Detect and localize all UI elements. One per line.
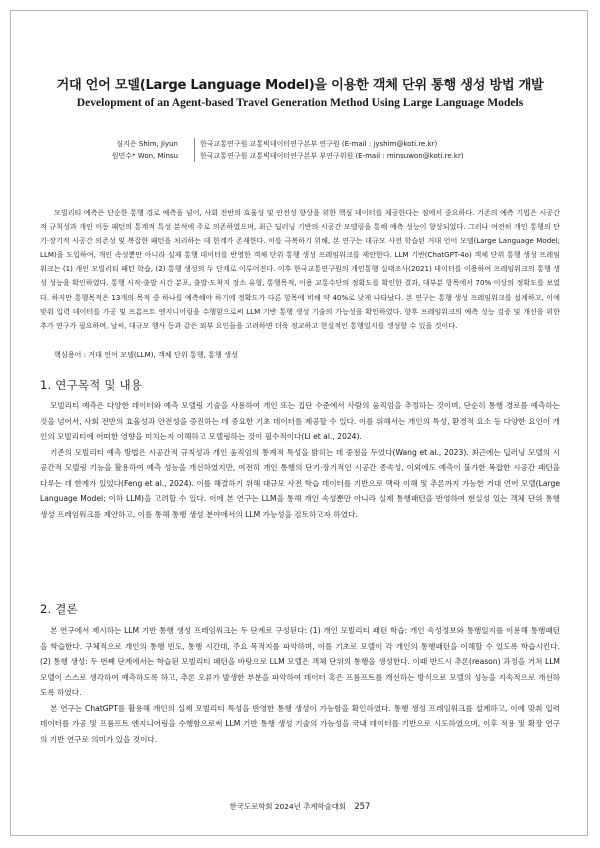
page-number: 257 <box>354 801 371 811</box>
author-name: 원민수* Won, Minsu <box>111 152 178 160</box>
section-heading-1: 1. 연구목적 및 내용 <box>40 378 143 392</box>
paper-title-english: Development of an Agent-based Travel Generation Method Using Large Language Models <box>76 96 524 109</box>
author-affiliation: 한국교통연구원 교통빅데이터연구본부 연구원 (E-mail : jyshim@koti.re.kr) <box>200 140 438 148</box>
conference-name: 한국도로학회 2024년 추계학술대회 <box>229 802 346 811</box>
paragraph: 기존의 모빌리티 예측 방법은 시공간적 규칙성과 개인 움직임의 통계적 특성을 밝히는 데 중점을 두었다(Wang et al., 2023). 최근에는 딥러닝 모델의 시공간적 모델링 기능을 활용하여 예측 성능을 개선하였지만, 여전히 개인 통행의 단기·장기적인 시공간 종속성, 이외에도 예측이 불가한 복잡한 시공간 패턴을 다루는 데 한계가 있었다(Feng et al., 2024). 이를 해결하기 위해 대규모 사전 학습 데이터를 기반으로 맥락 이해 및 추론까지 가능한 거대 언어 모델(Large Language Model; 이하 LLM)을 고려할 수 있다. 이에 본 연구는 LLM을 통해 개인 속성뿐만 아니라 실제 통행패턴을 반영하여 현실성 있는 객체 단위 통행 생성 프레임워크를 제안하고, 이를 통해 통행 생성 분야에서의 LLM 가능성을 검토하고자 하였다. <box>40 447 560 519</box>
author-name: 심지은 Shim, Jiyun <box>116 140 178 148</box>
page-footer <box>0 801 600 812</box>
author-block <box>84 138 524 162</box>
keywords: 핵심용어 : 거대 언어 모델(LLM), 객체 단위 통행, 통행 생성 <box>54 350 238 359</box>
author-row <box>84 150 524 162</box>
author-row <box>84 138 524 150</box>
author-affiliation: 한국교통연구원 교통빅데이터연구본부 부연구위원 (E-mail : minsuwon@koti.re.kr) <box>200 152 464 160</box>
paragraph: 모빌리티 예측은 다양한 데이터와 예측 모델링 기술을 사용하여 개인 또는 집단 수준에서 사람의 움직임을 추정하는 것이며, 단순히 통행 경로를 예측하는 것을 넘어서, 사회 전반의 효율성과 안전성을 증진하는 데 중요한 기초 데이터를 제공할 수 있다. 이를 위해서는 개인의 특성, 환경적 요소 등 다양한 요인이 개인의 모빌리티에 어떠한 영향을 미치는지 이해하고 모델링하는 것이 필수적이다(Li et al., 2024). <box>40 401 560 441</box>
section-body-1 <box>40 398 560 522</box>
section-body-2 <box>40 623 560 747</box>
paper-title-korean: 거대 언어 모델(Large Language Model)을 이용한 객체 단위 통행 생성 방법 개발 <box>56 78 544 93</box>
author-divider <box>194 138 195 162</box>
section-heading-2: 2. 결론 <box>40 602 78 616</box>
paragraph: 본 연구에서 제시하는 LLM 기반 통행 생성 프레임워크는 두 단계로 구성된다: (1) 개인 모빌리티 패턴 학습: 개인 속성정보와 통행일지를 이용해 통행패턴을 학습한다. 구체적으로 개인의 통행 빈도, 통행 시간대, 주요 목적지를 파악하며, 이를 기초로 모델이 각 개인의 통행패턴을 이해할 수 있도록 학습시킨다. (2) 통행 생성: 두 번째 단계에서는 학습된 모빌리티 패턴을 바탕으로 LLM 모델은 객체 단위의 통행을 생성한다. 이때 반드시 추론(reason) 과정을 거쳐 LLM 모델이 스스로 생각하여 예측하도록 하고, 추론 오류가 발생한 부분을 파악하여 데이터 혹은 프롬프트를 개선하는 방식으로 모델의 성능을 지속적으로 개선하도록 하였다. <box>40 626 560 697</box>
paragraph: 본 연구는 ChatGPT를 활용해 개인의 실제 모빌리티 특성을 반영한 통행 생성이 가능함을 확인하였다. 통행 생성 프레임워크를 설계하고, 이에 맞춰 입력 데이터를 가공 및 프롬프트 엔지니어링을 수행함으로써 LLM 기반 통행 생성 기술의 가능성을 국내 데이터를 기반으로 시도하였으며, 이후 적용 및 확장 연구의 기반 연구로 의미가 있을 것이다. <box>40 703 560 744</box>
abstract: 모빌리티 예측은 단순한 통행 경로 예측을 넘어, 사회 전반의 효율성 및 안전성 향상을 위한 핵심 데이터를 제공한다는 점에서 중요하다. 기존의 예측 기법은 시공간적 규칙성과 개인 이동 패턴의 통계적 특성 분석에 주로 의존하였으며, 최근 딥러닝 기반의 시공간 모델링을 통해 예측 성능이 향상되었다. 그러나 여전히 개인 통행의 단기·장기적 시공간 의존성 및 복잡한 패턴을 처리하는 데 한계가 존재한다. 이를 극복하기 위해, 본 연구는 대규모 사전 학습된 거대 언어 모델(Large Language Model; LLM)을 도입하여, 개인 속성뿐만 아니라 실제 통행 데이터를 반영한 객체 단위 통행 생성 프레임워크를 제안한다. LLM 기반(ChatGPT-4o) 객체 단위 통행 생성 프레임워크는 (1) 개인 모빌리티 패턴 학습, (2) 통행 생성의 두 단계로 이루어진다. 이후 한국교통연구원의 개인통행 실태조사(2021) 데이터를 이용하여 프레임워크의 통행 생성 성능을 확인하였다. 통행 시작·출발 시간 분포, 출발·도착지 장소 유형, 통행목적, 이용 교통수단의 정확도를 확인한 결과, 대부분 항목에서 70% 이상의 정확도를 보였다. 하지만 통행목적은 13개의 목적 중 하나를 예측해야 하기에 정확도가 다른 항목에 비해 약 40%로 낮게 나타났다. 본 연구는 통행 생성 프레임워크를 설계하고, 이에 맞춰 입력 데이터를 가공 및 프롬프트 엔지니어링을 수행함으로써 LLM 기반 통행 생성 기술의 가능성을 확인하였다. 향후 프레임워크의 예측 성능 검증 및 개선을 위한 추가 연구가 필요하며, 날씨, 대규모 행사 등과 같은 외부 요인들을 고려하면 더욱 정교하고 현실적인 통행일지를 생성할 수 있을 것이다. <box>40 208 560 330</box>
